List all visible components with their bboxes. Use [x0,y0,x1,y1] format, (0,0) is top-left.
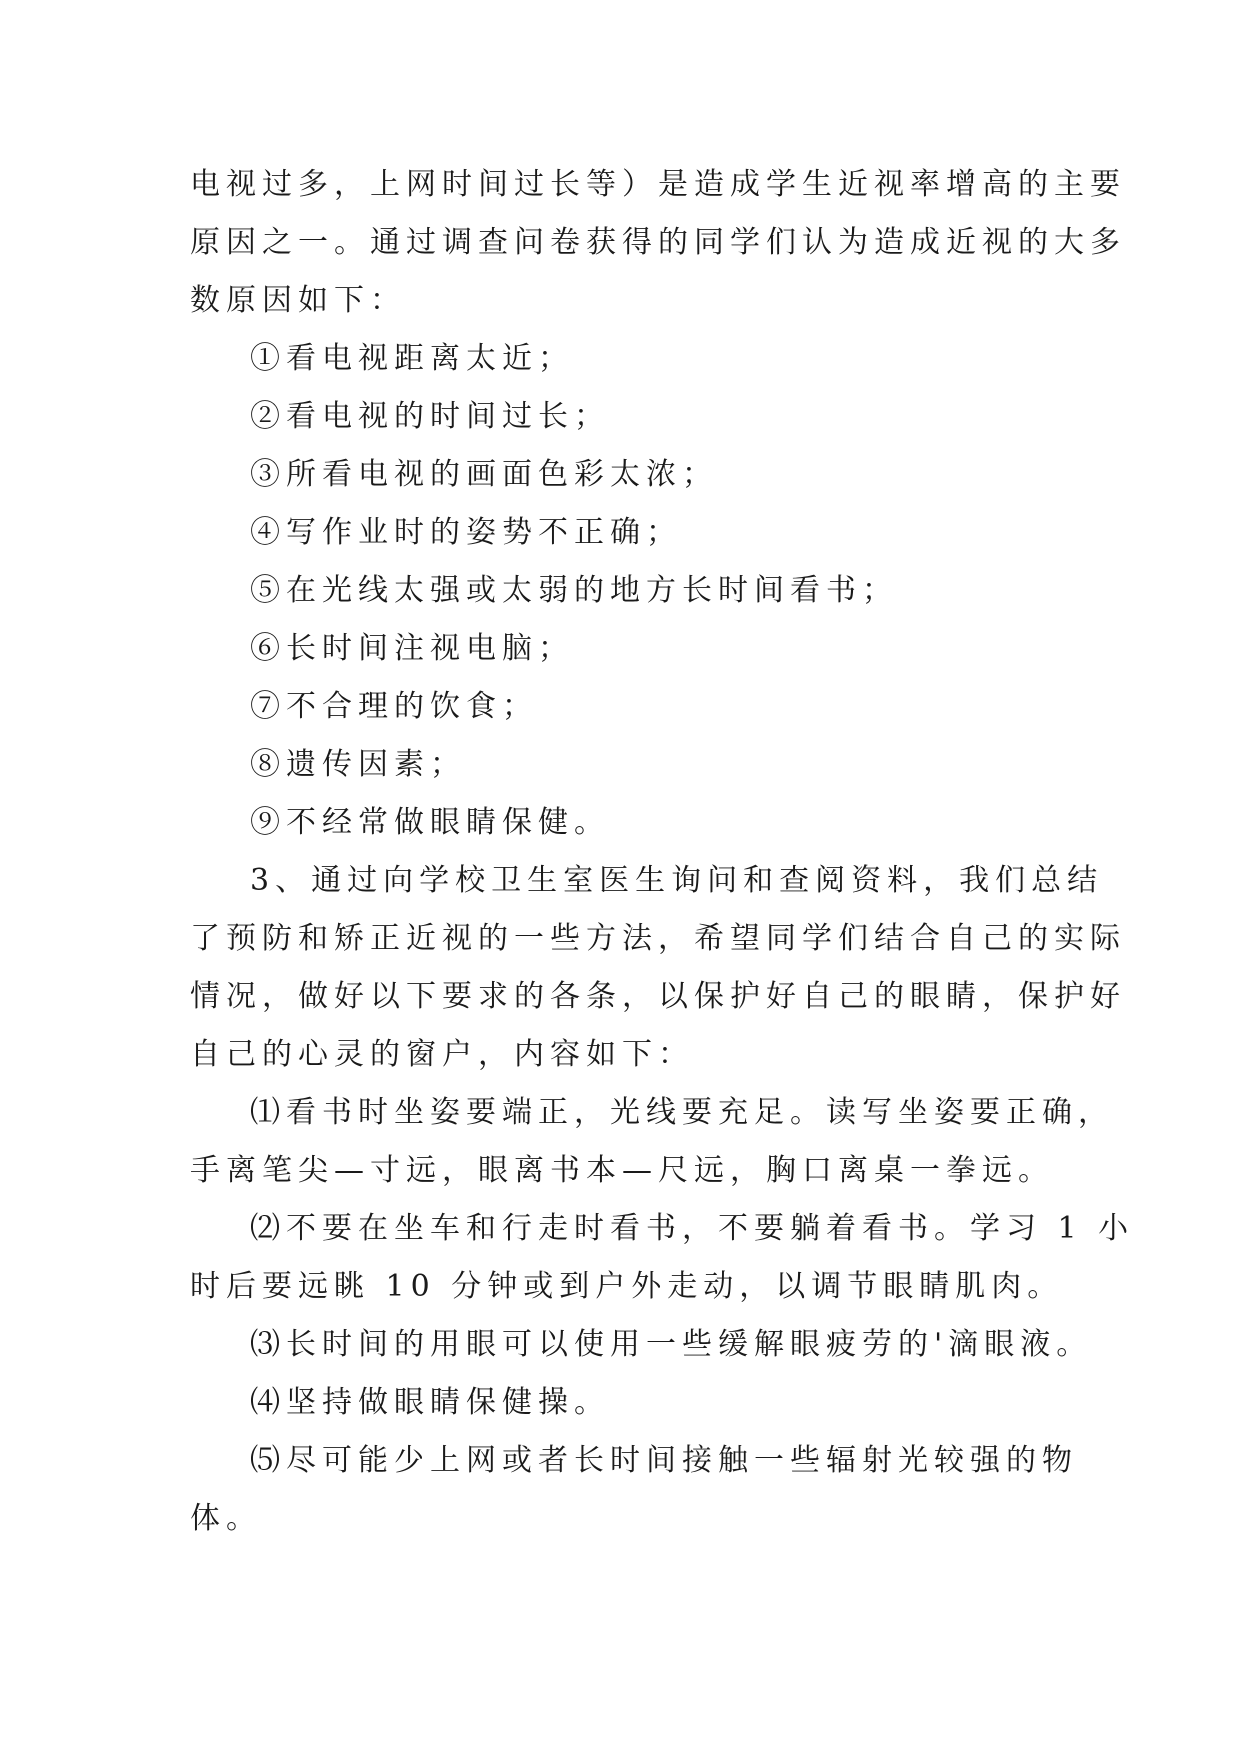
body-text-line: 体。 [190,1501,262,1536]
section-paragraph-start: 3、通过向学校卫生室医生询问和查阅资料，我们总结 [250,863,1104,898]
recommendation-item: ⑷坚持做眼睛保健操。 [250,1385,610,1420]
list-item: ⑧遗传因素； [250,747,466,782]
body-text-line: 原因之一。通过调查问卷获得的同学们认为造成近视的大多 [190,225,1126,260]
recommendation-item: ⑵不要在坐车和行走时看书，不要躺着看书。学习 1 小 [250,1211,1135,1246]
list-item: ⑤在光线太强或太弱的地方长时间看书； [250,573,898,608]
body-text-line: 情况，做好以下要求的各条，以保护好自己的眼睛，保护好 [190,979,1126,1014]
list-item: ⑥长时间注视电脑； [250,631,574,666]
recommendation-item: ⑸尽可能少上网或者长时间接触一些辐射光较强的物 [250,1443,1078,1478]
recommendation-item: ⑴看书时坐姿要端正，光线要充足。读写坐姿要正确， [250,1095,1114,1130]
body-text-line: 自己的心灵的窗户，内容如下： [190,1037,694,1072]
recommendation-item: ⑶长时间的用眼可以使用一些缓解眼疲劳的'滴眼液。 [250,1327,1093,1362]
body-text-line: 电视过多，上网时间过长等）是造成学生近视率增高的主要 [190,167,1126,202]
list-item: ⑦不合理的饮食； [250,689,538,724]
body-text-line: 了预防和矫正近视的一些方法，希望同学们结合自己的实际 [190,921,1126,956]
list-item: ①看电视距离太近； [250,341,574,376]
body-text-line: 数原因如下： [190,283,406,318]
body-text-line: 手离笔尖—寸远，眼离书本—尺远，胸口离桌一拳远。 [190,1153,1054,1188]
list-item: ②看电视的时间过长； [250,399,610,434]
list-item: ④写作业时的姿势不正确； [250,515,682,550]
body-text-line: 时后要远眺 10 分钟或到户外走动，以调节眼睛肌肉。 [190,1269,1064,1304]
list-item: ③所看电视的画面色彩太浓； [250,457,718,492]
list-item: ⑨不经常做眼睛保健。 [250,805,610,840]
